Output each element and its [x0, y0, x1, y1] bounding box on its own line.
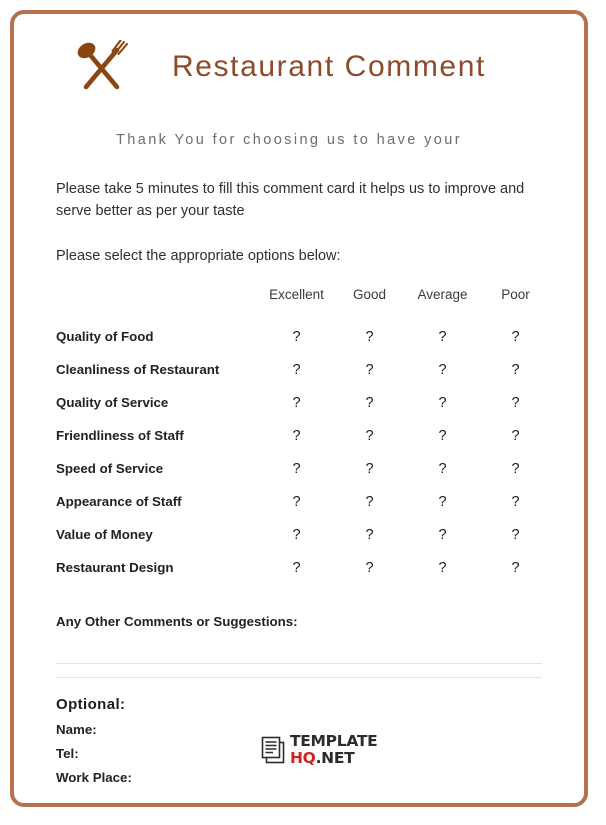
- option-checkbox[interactable]: ?: [292, 361, 301, 378]
- subtitle: Thank You for choosing us to have your: [116, 132, 462, 148]
- option-checkbox[interactable]: ?: [365, 460, 374, 477]
- rating-option-excellent[interactable]: [260, 353, 333, 386]
- option-checkbox[interactable]: ?: [292, 559, 301, 576]
- rating-option-good[interactable]: [333, 485, 406, 518]
- table-row: [56, 386, 552, 419]
- option-checkbox[interactable]: ?: [292, 328, 301, 345]
- table-row: [56, 518, 552, 551]
- option-checkbox[interactable]: ?: [292, 460, 301, 477]
- rating-option-good[interactable]: [333, 452, 406, 485]
- option-checkbox[interactable]: ?: [292, 394, 301, 411]
- optional-title: Optional:: [56, 696, 126, 713]
- document-stack-icon: [261, 736, 287, 764]
- option-checkbox[interactable]: ?: [292, 427, 301, 444]
- rating-option-average[interactable]: [406, 551, 479, 584]
- option-checkbox[interactable]: ?: [365, 427, 374, 444]
- rating-row-label: Quality of Service: [56, 395, 169, 410]
- rating-option-average[interactable]: [406, 353, 479, 386]
- option-checkbox[interactable]: ?: [438, 559, 447, 576]
- optional-field-name: Name:: [56, 722, 97, 737]
- rating-header-row: [56, 286, 552, 320]
- rating-option-average[interactable]: [406, 452, 479, 485]
- brand-hq-text: HQ: [290, 748, 316, 767]
- rating-option-average[interactable]: [406, 485, 479, 518]
- option-checkbox[interactable]: ?: [365, 559, 374, 576]
- brand-bottom-text: [290, 748, 377, 767]
- option-checkbox[interactable]: ?: [365, 493, 374, 510]
- rating-option-good[interactable]: [333, 551, 406, 584]
- rating-option-excellent[interactable]: [260, 452, 333, 485]
- comment-card-frame: [10, 10, 588, 807]
- instruction-text: Please select the appropriate options below:: [56, 248, 341, 264]
- rating-option-poor[interactable]: [479, 485, 552, 518]
- table-row: [56, 485, 552, 518]
- option-checkbox[interactable]: ?: [511, 559, 520, 576]
- brand-top-text: TEMPLATE: [290, 732, 378, 750]
- brand-wordmark: [290, 734, 377, 766]
- column-header-good: Good: [352, 287, 387, 302]
- rating-option-poor[interactable]: [479, 419, 552, 452]
- rating-option-poor[interactable]: [479, 386, 552, 419]
- rating-row-label: Cleanliness of Restaurant: [56, 362, 220, 377]
- option-checkbox[interactable]: ?: [438, 361, 447, 378]
- option-checkbox[interactable]: ?: [438, 460, 447, 477]
- rating-option-average[interactable]: [406, 518, 479, 551]
- option-checkbox[interactable]: ?: [511, 493, 520, 510]
- rating-table: [56, 286, 552, 584]
- table-row: [56, 452, 552, 485]
- table-row: [56, 551, 552, 584]
- option-checkbox[interactable]: ?: [292, 493, 301, 510]
- column-header-poor: Poor: [501, 287, 530, 302]
- rating-row-label: Speed of Service: [56, 461, 164, 476]
- option-checkbox[interactable]: ?: [438, 493, 447, 510]
- rating-row-label: Value of Money: [56, 527, 153, 542]
- rating-row-label: Quality of Food: [56, 329, 154, 344]
- option-checkbox[interactable]: ?: [438, 526, 447, 543]
- column-header-average: Average: [417, 287, 468, 302]
- rating-option-good[interactable]: [333, 518, 406, 551]
- rating-option-excellent[interactable]: [260, 485, 333, 518]
- optional-section: [56, 696, 542, 785]
- comments-line-1: [56, 663, 542, 664]
- page-title: Restaurant Comment: [172, 50, 486, 83]
- crossed-spoon-fork-icon: [72, 40, 130, 94]
- rating-option-poor[interactable]: [479, 518, 552, 551]
- option-checkbox[interactable]: ?: [365, 328, 374, 345]
- option-checkbox[interactable]: ?: [292, 526, 301, 543]
- rating-rows: [56, 320, 552, 584]
- option-checkbox[interactable]: ?: [438, 328, 447, 345]
- table-row: [56, 320, 552, 353]
- rating-option-poor[interactable]: [479, 452, 552, 485]
- card-header: [56, 14, 542, 110]
- rating-option-excellent[interactable]: [260, 320, 333, 353]
- column-header-excellent: Excellent: [269, 287, 324, 302]
- table-row: [56, 353, 552, 386]
- optional-field-work-place: Work Place:: [56, 770, 132, 785]
- rating-option-excellent[interactable]: [260, 386, 333, 419]
- rating-row-label: Friendliness of Staff: [56, 428, 184, 443]
- option-checkbox[interactable]: ?: [511, 361, 520, 378]
- rating-option-good[interactable]: [333, 419, 406, 452]
- comments-line-2: [56, 677, 542, 678]
- comments-label: Any Other Comments or Suggestions:: [56, 614, 298, 629]
- option-checkbox[interactable]: ?: [365, 394, 374, 411]
- option-checkbox[interactable]: ?: [511, 526, 520, 543]
- rating-option-average[interactable]: [406, 386, 479, 419]
- card-content: [14, 14, 584, 803]
- rating-row-label: Appearance of Staff: [56, 494, 182, 509]
- rating-option-average[interactable]: [406, 419, 479, 452]
- option-checkbox[interactable]: ?: [438, 394, 447, 411]
- option-checkbox[interactable]: ?: [511, 460, 520, 477]
- brand-net-text: .NET: [315, 748, 355, 767]
- option-checkbox[interactable]: ?: [511, 427, 520, 444]
- option-checkbox[interactable]: ?: [365, 526, 374, 543]
- rating-row-label: Restaurant Design: [56, 560, 174, 575]
- rating-option-excellent[interactable]: [260, 518, 333, 551]
- intro-text: Please take 5 minutes to fill this comment card it helps us to improve and serve better as per your taste: [56, 181, 525, 219]
- rating-option-excellent[interactable]: [260, 551, 333, 584]
- table-row: [56, 419, 552, 452]
- option-checkbox[interactable]: ?: [511, 394, 520, 411]
- rating-option-good[interactable]: [333, 353, 406, 386]
- option-checkbox[interactable]: ?: [365, 361, 374, 378]
- rating-option-poor[interactable]: [479, 320, 552, 353]
- rating-option-excellent[interactable]: [260, 419, 333, 452]
- rating-option-good[interactable]: [333, 320, 406, 353]
- brand-logo: [261, 734, 377, 766]
- rating-option-good[interactable]: [333, 386, 406, 419]
- rating-label-header: [56, 286, 260, 320]
- rating-option-poor[interactable]: [479, 551, 552, 584]
- rating-option-poor[interactable]: [479, 353, 552, 386]
- option-checkbox[interactable]: ?: [438, 427, 447, 444]
- rating-option-average[interactable]: [406, 320, 479, 353]
- option-checkbox[interactable]: ?: [511, 328, 520, 345]
- optional-field-tel: Tel:: [56, 746, 79, 761]
